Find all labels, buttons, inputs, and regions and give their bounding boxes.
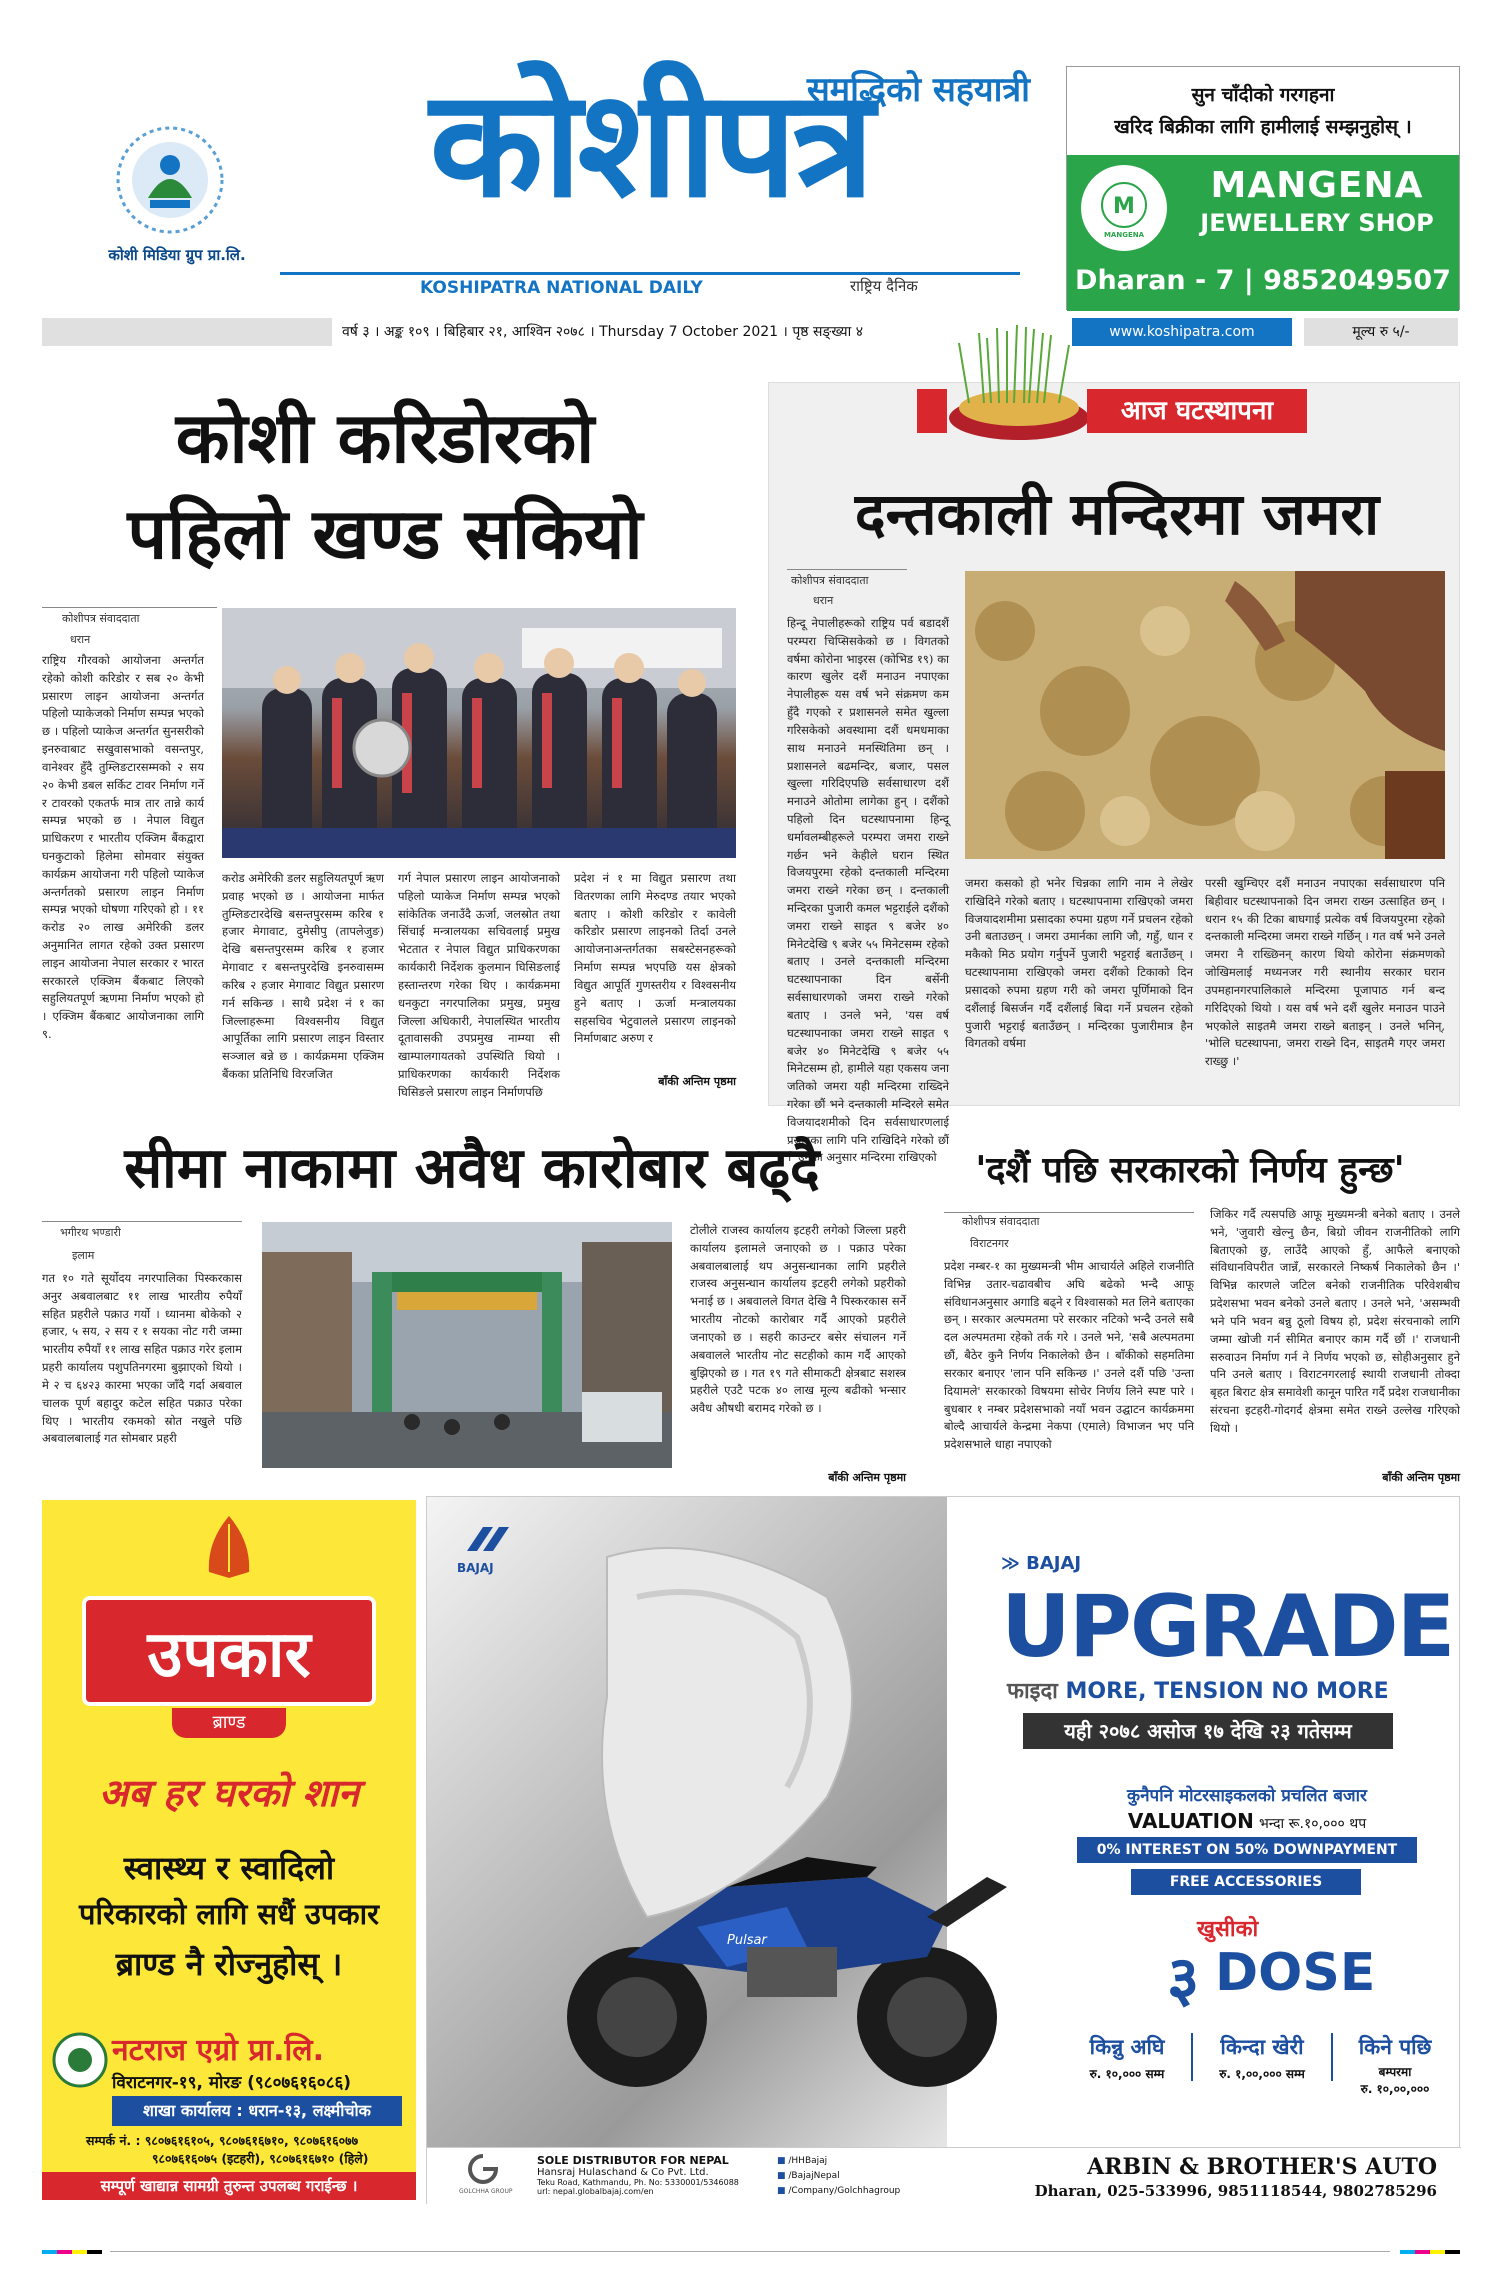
story4-dateline: विराटनगर (970, 1237, 1009, 1250)
story2-box (768, 382, 1460, 1165)
story1-byline: कोशीपत्र संवाददाता (62, 612, 140, 625)
story1-column-2: करोड अमेरिकी डलर सहुलियतपूर्ण ऋण प्रवाह भएको छ । आयोजना मार्फत तुम्लिङटारदेखि बसन्तपुरसम्म करिब १ हजार मेगावाट, दुमेसीपु (तापलेजुङ) देखि बसन्तपुरसम्म करिब १ हजार मेगावाट र बसन्तपुरदेखि इनरुवासम्म करिब २ हजार मेगावाट विद्युत प्रसारण गर्न सकिन्छ । साथै प्रदेश नं १ का जिल्लाहरूमा विश्वसनीय विद्युत आपूर्तिका लागि प्रसारण लाइन विस्तार सञ्जाल बन्ने छ । कार्यक्रममा एक्जिम बैंकका प्रतिनिधि विरजजित (222, 871, 384, 1081)
story4-column-2: जिकिर गर्दै त्यसपछि आफू मुख्यमन्त्री बनेको बताए । उनले भने, 'जुवारी खेल्नु छैन, बिग्रो जीवन राजनीतिको लागि बिताएको छु, लाउँदै आएको हुँ, आफैले बनाएको संविधानविपरीत जान्नँ, सरकारले निष्कर्ष निकालेको छैन ।' विभिन्न कारणले जटिल बनेको राजनीतिक परिवेशबीच प्रदेशसभा भवन बनेको उनले बताए । उनले भने, 'असम्भवी भने पनि भवन बन्नु ठूलो विषय हो, प्रदेश संरचनाको लागि जम्मा खोजी गर्न सीमित बनाएर काम गर्दै छौं ।' राजधानी सरुवाउन निर्माण गर्न ने निर्णय भएको छ, सोहीअनुसार हुने पनि उनले बताए । विराटनगरलाई स्थायी राजधानी तोक्दा बृहत बिराट क्षेत्र समावेशी कानून पारित गर्दै प्रदेश राजधानीका संरचना इटहरी-गोदगर्द क्षेत्रमा समेत राख्ने उल्लेख गरिएको थियो । (1210, 1207, 1460, 1435)
upakar-address: विराटनगर-१९, मोरङ (९८०७६१६०८६) (112, 2073, 352, 2093)
social-facebook-handle: /HHBajaj (788, 2156, 828, 2166)
valuation-word: VALUATION (1127, 1809, 1254, 1833)
strip-divider: । (589, 324, 600, 340)
date-english: Thursday 7 October 2021 (599, 324, 779, 340)
mangena-logo (1081, 165, 1167, 251)
bottom-rule (110, 2251, 1390, 2252)
story1-byline-rule (42, 607, 217, 608)
story3-column-2: टोलीले राजस्व कार्यालय इटहरी लगेको जिल्ला प्रहरी कार्यालय इलामले जनाएको छ । पक्राउ परेका अबवालबालाई थप अनुसन्धानका लागि प्रहरीले राजस्व अनुसन्धान कार्यालय इटहरी लगेको प्रहरीको भनाई छ । अबवालले विगत देखि नै पिस्करकास सर्ने भारतीय नोटको कारोबार गर्दै आएको प्रहरीले जनाएको छ । सहरी काउन्टर बसेर संचालन गर्ने अबवालले भारतीय नोट सटहीको काम गर्दै आएको बुझिएको छ । गत १९ गते सीमाकटी क्षेत्रबाट सशस्त्र प्रहरीले एउटै पटक ४० लाख मूल्य बढीको भन्सार अवैध औषधी बरामद गरेको छ । (690, 1223, 906, 1416)
bajaj-brand: BAJAJ (457, 1561, 494, 1575)
upakar-footer: सम्पूर्ण खाद्यान्न सामग्री तुरुन्त उपलब्ध गराईन्छ । (42, 2172, 416, 2200)
strip-divider: । (374, 324, 384, 340)
upgrade-headline: UPGRADE (1001, 1577, 1454, 1677)
offer-dates: यही २०७८ असोज १७ देखि २३ गतेसम्म (1023, 1713, 1393, 1749)
story4-column-1: प्रदेश नम्बर-१ का मुख्यमन्त्री भीम आचार्यले अहिले राजनीति विभिन्न उतार-चढावबीच अघि बढेको भन्दै आफू संविधानअनुसार अगाडि बढ्ने र विश्वासको मत लिने बताएका छन् । सरकार अल्पमतमा परे सरकार नटिको भन्दै उनले सबै दल अल्पमतमा रहेको तर्क गरे । उनले भने, 'सबै अल्पमतमा छौं, बैठेर कुनै निर्णय निकालेको छैन । बाँकीको सहमतिमा सरकार बनाएर 'लान पनि सकिन्छ ।' उनले दशैं पछि 'उन्ता दियामले' सरकारको विषयमा सोचेर निर्णय लिने स्पष्ट पारे । बुधबार १ नम्बर प्रदेशसभाको नयाँ भवन उद्घाटन कार्यक्रममा बोल्दै आचार्यले केन्द्रमा नेकपा (एमाले) विभाजन भए पनि प्रदेशसभाले धाहा नपाएको (944, 1259, 1194, 1452)
jamara-pot-icon (929, 323, 1109, 443)
strip-divider: । (782, 324, 793, 340)
svg-text:M: M (1113, 194, 1135, 219)
valuation-line (1067, 1809, 1427, 1833)
natraj-seal (50, 2030, 110, 2090)
upakar-company: नटराज एग्रो प्रा.लि. (112, 2033, 324, 2068)
golchha-text: GOLCHHA GROUP (459, 2188, 513, 2195)
dealer-contact: Dharan, 025-533996, 9851118544, 9802785296 (1034, 2182, 1437, 2200)
offer1-title: किन्नु अघि (1089, 2035, 1165, 2059)
mangena-logo-text: MANGENA (1103, 231, 1145, 239)
offer2-title: किन्दा खेरी (1220, 2035, 1304, 2059)
offer-column-1 (1067, 2033, 1187, 2082)
upakar-emblem (197, 1512, 261, 1582)
jewellery-ad-green-panel (1067, 155, 1459, 311)
story1-headline-line2: पहिलो खण्ड सकियो (127, 492, 643, 575)
story2-column-2: जमरा कसको हो भनेर चिन्नका लागि नाम ने लेखेर राखिदिने गरेको बताए । घटस्थापनामा राखिएको जमरा विजयादशमीमा प्रसादका रुपमा ग्रहण गर्ने प्रचलन रहेको उनी बताउछन् । जमरा उमार्नका लागि जौ, गहुँ, धान र मकैको मिठ प्रयोग गर्नुपर्ने पुजारी भट्टराई बताउँछन् । घटस्थापनामा राखिएको जमरा दशैंको टिकाको दिन प्रसादको रुपमा ग्रहण गरी को जमरा पूर्णिमाको दिन दशैंलाई बिसर्जन गर्दै दशैंलाई बिदा गर्ने प्रचलन रहेको पुजारी भट्टराई बताउँछन् । मन्दिरका पुजारीमात्र हैन विगतको वर्षमा (965, 876, 1193, 1051)
jewellery-contact: Dharan - 7 | 9852049507 (1075, 265, 1451, 296)
offer-column-2 (1197, 2033, 1327, 2082)
upakar-ad[interactable] (42, 1500, 416, 2200)
story1-column-3: गर्ग नेपाल प्रसारण लाइन आयोजनाको पहिलो प्याकेज निर्माण सम्पन्न भएको सांकेतिक जनाउँदै ऊर्जा, जलस्रोत तथा सिंचाई मन्त्रालयका सचिवलाई प्रमुख भेटतात र नेपाल विद्युत प्राधिकरणका कार्यकारी निर्देशक कुलमान घिसिङलाई हस्तान्तरण गरेका थिए । कार्यक्रममा धनकुटा नगरपालिका प्रमुख, प्रमुख जिल्ला अधिकारी, नेपालस्थित भारतीय दूतावासकी उपप्रमुख नाम्ग्या सी खाम्पालगायतको उपस्थिति थियो । प्राधिकरणका कार्यकारी निर्देशक घिसिङले प्रसारण लाइन निर्माणपछि (398, 871, 560, 1099)
website-box[interactable]: www.koshipatra.com (1072, 318, 1292, 346)
story3-byline-rule (42, 1221, 242, 1222)
koshi-media-logo (110, 120, 230, 240)
upakar-line2: परिकारको लागि सधैं उपकार (78, 1897, 380, 1931)
social-instagram[interactable] (777, 2169, 957, 2184)
offer-column-3 (1335, 2033, 1455, 2097)
national-daily: राष्ट्रिय दैनिक (850, 277, 918, 295)
dose-np: खुसीको (1197, 1917, 1259, 1942)
story2-dateline: धरान (813, 594, 834, 607)
bajaj-ad[interactable] (426, 1496, 1460, 2204)
story3-continued[interactable]: बाँकी अन्तिम पृष्ठमा (828, 1471, 906, 1484)
dose-badge (1127, 1913, 1376, 2015)
upakar-brand-sub: ब्राण्ड (172, 1708, 286, 1738)
upakar-contact2: ९८०७६१६०७५ (इटहरी), ९८०७६१६७१० (हिले) (152, 2151, 369, 2166)
golchha-logo-icon (463, 2154, 503, 2184)
instagram-icon: ■ (777, 2171, 789, 2181)
banner-red-left (917, 389, 947, 433)
jewellery-brand1: MANGENA (1210, 165, 1424, 206)
story1-column-4: प्रदेश नं १ मा विद्युत प्रसारण तथा वितरणका लागि मेरुदण्ड तयार भएको बताए । कोशी करिडोर र कावेली करिडोर प्रसारण लाइनको तिर्दा उनले आयोजनाअन्तर्गतका सबस्टेसनहरूको निर्माण सम्पन्न भएपछि यस क्षेत्रको विद्युत आपूर्ति गुणस्तरीय र विश्वसनीय हुने बताए । ऊर्जा मन्त्रालयका सहसचिव भेटुवालले प्रसारण लाइनको निर्माणबाट अरुण र (574, 871, 736, 1046)
upgrade-sub (1007, 1675, 1447, 1705)
story1-continued[interactable]: बाँकी अन्तिम पृष्ठमा (658, 1075, 736, 1088)
distributor-address: Teku Road, Kathmandu, Ph. No: 5330001/5346088 (537, 2178, 739, 2187)
bajaj-small-logo (1001, 1553, 1141, 1574)
dose-number: ३ (1167, 1942, 1200, 2015)
distributor-name: Hansraj Hulaschand & Co Pvt. Ltd. (537, 2167, 709, 2178)
jewellery-ad[interactable] (1066, 66, 1460, 310)
upakar-contact1: सम्पर्क नं. : ९८०७६१६१०५, ९८०७६१६७१०, ९८०७६१६०७७ (86, 2133, 359, 2148)
distributor-block (537, 2154, 787, 2196)
upgrade-sub-np: फाइदा (1007, 1679, 1058, 1704)
border-gate-image (262, 1222, 672, 1468)
registration-marks-right (1400, 2250, 1460, 2254)
story2-byline: कोशीपत्र संवाददाता (791, 574, 869, 587)
offer-divider-1 (1191, 2033, 1193, 2081)
globe-logo-icon (110, 120, 230, 240)
story4-continued[interactable]: बाँकी अन्तिम पृष्ठमा (1382, 1471, 1460, 1484)
upakar-brand-banner (82, 1596, 376, 1706)
barley-planting-image (965, 571, 1445, 859)
golchha-logo (459, 2154, 519, 2202)
story1-column-1: राष्ट्रिय गौरवको आयोजना अन्तर्गत रहेको कोशी करिडोर र सब २० केभी प्रसारण लाइन आयोजना अन्तर्गत पहिलो प्याकेजको निर्माण सम्पन्न भएको छ । पहिलो प्याकेज अन्तर्गत सुनसरीको इनरुवाबाट सखुवासभाको वसन्तपुर, वानेश्वर हुँदै तुम्लिङटारसम्मको २ सय २० केभी डबल सर्किट टावर निर्माण गर्ने र टावरको एकतर्फ मात्र तार तान्ने कार्य सम्पन्न भएको छ । नेपाल विद्युत प्राधिकरण र भारतीय एक्जिम बैंकद्वारा घनकुटाको हिलेमा सोमवार संयुक्त कार्यक्रम आयोजना गरी पहिलो प्याकेज अन्तर्गतको प्रसारण लाइन निर्माण सम्पन्न भएको घोषणा गरिएको हो । ११ करोड २० लाख अमेरिकी डलर अनुमानित लागत रहेको उक्त प्रसारण लाइन आयोजना नेपाल सरकार र भारत सरकारले एक्जिम बैंकबाट लिएको सहुलियतपूर्ण ऋणमा निर्माण भएको हो । एक्जिम बैंकबाट आयोजनाका लागि ९. (42, 653, 204, 1042)
story4-byline-rule (944, 1212, 1194, 1213)
upakar-slogan: अब हर घरको शान (99, 1771, 359, 1815)
offer3-title: किने पछि (1358, 2035, 1432, 2059)
story1-headline-line1: कोशी करिडोरको (175, 396, 595, 479)
story3-dateline: इलाम (72, 1249, 95, 1262)
price: मूल्य रु ५/- (1304, 318, 1458, 346)
handover-ceremony-image (222, 608, 736, 858)
offer-divider-2 (1331, 2033, 1333, 2081)
banner-image (929, 323, 1109, 443)
linkedin-icon: ■ (777, 2186, 789, 2196)
social-facebook[interactable] (777, 2154, 957, 2169)
story3-column-1: गत १० गते सूर्योदय नगरपालिका पिस्करकास अनुर अबवालबाट ११ लाख भारतीय रुपैयाँ सहित प्रहरीले पक्राउ गर्यो । ध्यानमा बोकेको २ हजार, ५ सय, २ सय र १ सयका नोट गरी जम्मा भारतीय रुपैयाँ ११ लाख सहित पक्राउ गरेर इलाम प्रहरी कार्यालय पशुपतिनगरमा बुझाएको थियो । मे २ च ६४२३ कारमा भएका जाँदै गर्दा अबवाल चालक पूर्ण बहादुर कटेल सहित पक्राउ परेका थिए । भारतीय रकमको स्रोत नखुले पछि अबवालबालाई गत सोमबार प्रहरी (42, 1271, 242, 1446)
masthead (0, 0, 1500, 340)
story2-photo (965, 571, 1445, 859)
distributor-title: SOLE DISTRIBUTOR FOR NEPAL (537, 2154, 729, 2167)
valuation-np: कुनैपनि मोटरसाइकलको प्रचलित बजार (1127, 1786, 1367, 1806)
social-block (777, 2154, 957, 2199)
story1-dateline: धरान (70, 633, 91, 646)
offer3-sub: बम्परमा (1378, 2065, 1412, 2079)
bajaj-small-logo-icon: ≫ (1001, 1553, 1027, 1574)
facebook-icon: ■ (777, 2156, 789, 2166)
masthead-rule (280, 272, 1020, 275)
bike-label: Pulsar (727, 1933, 767, 1948)
social-linkedin-handle: /Company/Golchhagroup (788, 2186, 901, 2196)
date-nepali: बिहिबार २१, आश्विन २०७८ (443, 324, 585, 340)
registration-marks-left (42, 2250, 102, 2254)
story2-column-3: परसी खुम्चिएर दशैं मनाउन नपाएका सर्वसाधारण पनि बिहीवार घटस्थापनाको दिन जमरा राख्न उत्साहित छन् । धरान १५ की टिका बाघगाई प्रत्येक वर्ष विजयपुरमा रहेको दन्तकाली मन्दिरमा जमरा राख्ने गर्छिन् । गत वर्ष भने उनले जमरा नै राख्छिनन् कारण थियो कोरोना संक्रमणको जोखिमलाई मध्यनजर गरी स्थानीय सरकार घरान उपमहानगरपालिकाले मन्दिरमा पूजापाठ गर्न बन्द गरिदिएको थियो । यस वर्ष भने दशैं खुलेर मनाउन पाउने भएकोले साइतमै जमरा राख्ने बताइन् । उनले भनिन्, 'भोलि घटस्थापना, जमरा राख्ने दिन, साइतमै गएर जमरा राख्छु ।' (1205, 876, 1445, 1069)
upakar-line3: ब्राण्ड नै रोज्नुहोस् । (115, 1945, 343, 1983)
jewellery-ad-line1: सुन चाँदीको गरगहना (1191, 84, 1335, 106)
banner-label: आज घटस्थापना (1087, 389, 1307, 433)
upakar-line1: स्वास्थ्य र स्वादिलो (123, 1849, 335, 1887)
english-name: KOSHIPATRA NATIONAL DAILY (420, 278, 703, 298)
offer2-amount: रु. १,००,००० सम्म (1219, 2067, 1305, 2081)
story4-headline: 'दशैं पछि सरकारको निर्णय हुन्छ' (975, 1149, 1405, 1191)
social-linkedin[interactable] (777, 2184, 957, 2199)
dose-word: DOSE (1215, 1943, 1376, 2003)
issue-info (342, 322, 942, 341)
bajaj-footer (427, 2147, 1461, 2205)
bajaj-logo-icon (463, 1521, 513, 1561)
upgrade-sub-en: MORE, TENSION NO MORE (1065, 1679, 1389, 1704)
strip-divider: । (434, 324, 444, 340)
upakar-branch: शाखा कार्यालय : धरान-१३, लक्ष्मीचोक (112, 2096, 402, 2126)
distributor-url[interactable]: url: nepal.globalbajaj.com/en (537, 2187, 654, 2196)
namaste-hands-icon (197, 1512, 261, 1582)
page-count: पृष्ठ सङ्ख्या ४ (792, 324, 864, 340)
upakar-brand: उपकार (147, 1618, 311, 1692)
strip-left-grey (42, 318, 332, 346)
jewellery-brand2: JEWELLERY SHOP (1200, 209, 1434, 237)
story3-headline: सीमा नाकामा अवैध कारोबार बढ्दै (124, 1135, 820, 1201)
offer1-amount: रु. १०,००० सम्म (1089, 2067, 1165, 2081)
accessories-offer: FREE ACCESSORIES (1131, 1869, 1361, 1895)
paper-title: कोशीपत्र (429, 58, 871, 230)
valuation-amount: भन्दा रू.१०,००० थप (1258, 1816, 1367, 1832)
logo-caption: कोशी मिडिया ग्रुप प्रा.लि. (108, 246, 246, 264)
story2-column-1: हिन्दू नेपालीहरूको राष्ट्रिय पर्व बडादशैं परम्परा चिप्सिसकेको छ । विगतको वर्षमा कोरोना भाइरस (कोभिड १९) का कारण खुलेर दशैं मनाउन नपाएका नेपालीहरू यस वर्ष भने संक्रमण कम हुँदै गएको र प्रशासनले समेत खुल्ला गरिसकेको अवस्थामा दशैं धमधमाका साथ मनाउने मनस्थितिमा छन् । प्रशासनले बढमन्दिर, बजार, पसल खुल्ला गरिदिएपछि सर्वसाधारण दशैं मनाउने ओतोमा लागेका हुन् । दशैंको पहिलो दिन घटस्थापनामा हिन्दू धर्मावलम्बीहरूले परम्परा जमरा राख्ने गर्छन भने केहीले घरान स्थित विजयपुरमा रहेको दन्तकाली मन्दिरमा जमरा राख्ने गरेका छन् । दन्तकाली मन्दिरका पुजारी कमल भट्टराईले दशैंको जमरा राख्ने साइत ९ बजेर ४० मिनेटदेखि ९ बजेर ५५ मिनेटसम्म रहेको बताए । उनले दन्तकाली मन्दिरमा घटस्थापनाका दिन बर्सेनी सर्वसाधारणको जमरा राख्ने गरेको बताए । उनले भने, 'यस वर्ष घटस्थापनाका जमरा राख्ने साइत ९ बजेर ४० मिनेटदेखि ९ बजेर ५५ मिनेटसम्म हो, हामीले यहा एकसय जना जतिको जमरा यही मन्दिरमा राख्दिने गरेका छौं भने दन्तकाली मन्दिरले समेत विजयादशमीको दिन सर्वसाधारणलाई प्रसादका लागि पनि राखिदिने गरेको छौं ।' उनका अनुसार मन्दिरमा राखिएको (787, 616, 949, 1165)
story3-byline: भगीरथ भण्डारी (60, 1226, 121, 1239)
date-strip (42, 318, 1458, 346)
dealer-name: ARBIN & BROTHER'S AUTO (1087, 2154, 1437, 2180)
story1-photo (222, 608, 736, 858)
jewellery-ad-line2: खरिद बिक्रीका लागि हामीलाई सम्झनुहोस् । (1114, 116, 1412, 138)
story2-headline: दन्तकाली मन्दिरमा जमरा (854, 480, 1380, 548)
bajaj-small-brand: BAJAJ (1026, 1553, 1082, 1574)
story4-byline: कोशीपत्र संवाददाता (962, 1215, 1040, 1228)
offer3-amount: रु. १०,००,००० (1360, 2082, 1430, 2096)
volume: वर्ष ३ (342, 324, 370, 340)
story3-photo (262, 1222, 672, 1468)
interest-offer: 0% INTEREST ON 50% DOWNPAYMENT (1077, 1837, 1417, 1863)
tagline: समृद्धिको सहयात्री (806, 70, 1030, 110)
company-seal-icon (50, 2030, 110, 2090)
issue-number: अङ्क १०९ (383, 324, 430, 340)
social-instagram-handle: /BajajNepal (788, 2171, 840, 2181)
story2-byline-rule (787, 569, 907, 570)
